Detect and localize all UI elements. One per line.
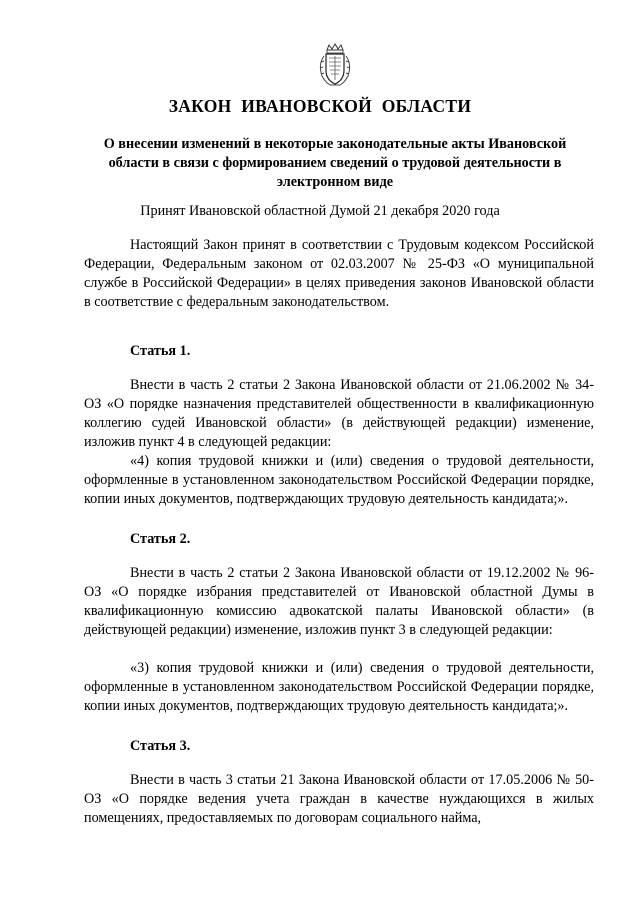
document-subtitle: О внесении изменений в некоторые законодательные акты Ивановской области в связи с формированием сведений о трудовой деятельности в электронном виде xyxy=(103,136,567,190)
article-2-heading: Статья 2. xyxy=(130,531,191,547)
article-3-text: Внести в часть 3 статьи 21 Закона Ивановской области от 17.05.2006 № 50-ОЗ «О порядке ведения учета граждан в качестве нуждающихся в жилых помещениях, предоставляемых по договорам социального найма, xyxy=(84,772,594,826)
adoption-line: Принят Ивановской областной Думой 21 декабря 2020 года xyxy=(140,203,500,219)
article-2-quote: «3) копия трудовой книжки и (или) сведения о трудовой деятельности, оформленные в установленном законодательством Российской Федерации порядке, копии иных документов, подтверждающих трудовую деятельность кандидата;». xyxy=(84,660,594,714)
article-1-quote: «4) копия трудовой книжки и (или) сведения о трудовой деятельности, оформленные в установленном законодательством Российской Федерации порядке, копии иных документов, подтверждающих трудовую деятельность кандидата;». xyxy=(84,453,594,507)
article-2-text: Внести в часть 2 статьи 2 Закона Ивановской области от 19.12.2002 № 96-ОЗ «О порядке избрания представителей от Ивановской областной Думы в квалификационную комиссию адвокатской палаты Ивановской области» (в действующей редакции) изменение, изложив пункт 3 в следующей редакции: xyxy=(84,565,594,638)
article-3-heading: Статья 3. xyxy=(130,738,191,754)
article-1-heading: Статья 1. xyxy=(130,343,191,359)
document-title: ЗАКОН ИВАНОВСКОЙ ОБЛАСТИ xyxy=(168,96,472,116)
coat-of-arms-icon xyxy=(315,42,355,88)
intro-paragraph: Настоящий Закон принят в соответствии с Трудовым кодексом Российской Федерации, Федеральным законом от 02.03.2007 № 25-ФЗ «О муниципальной службе в Российской Федерации» в целях приведения законов Ивановской области в соответствие с федеральным законодательством. xyxy=(84,237,594,310)
article-1-text: Внести в часть 2 статьи 2 Закона Ивановской области от 21.06.2002 № 34-ОЗ «О порядке назначения представителей общественности в квалификационную коллегию судей Ивановской области» (в действующей редакции) изменение, изложив пункт 4 в следующей редакции: xyxy=(84,377,594,450)
